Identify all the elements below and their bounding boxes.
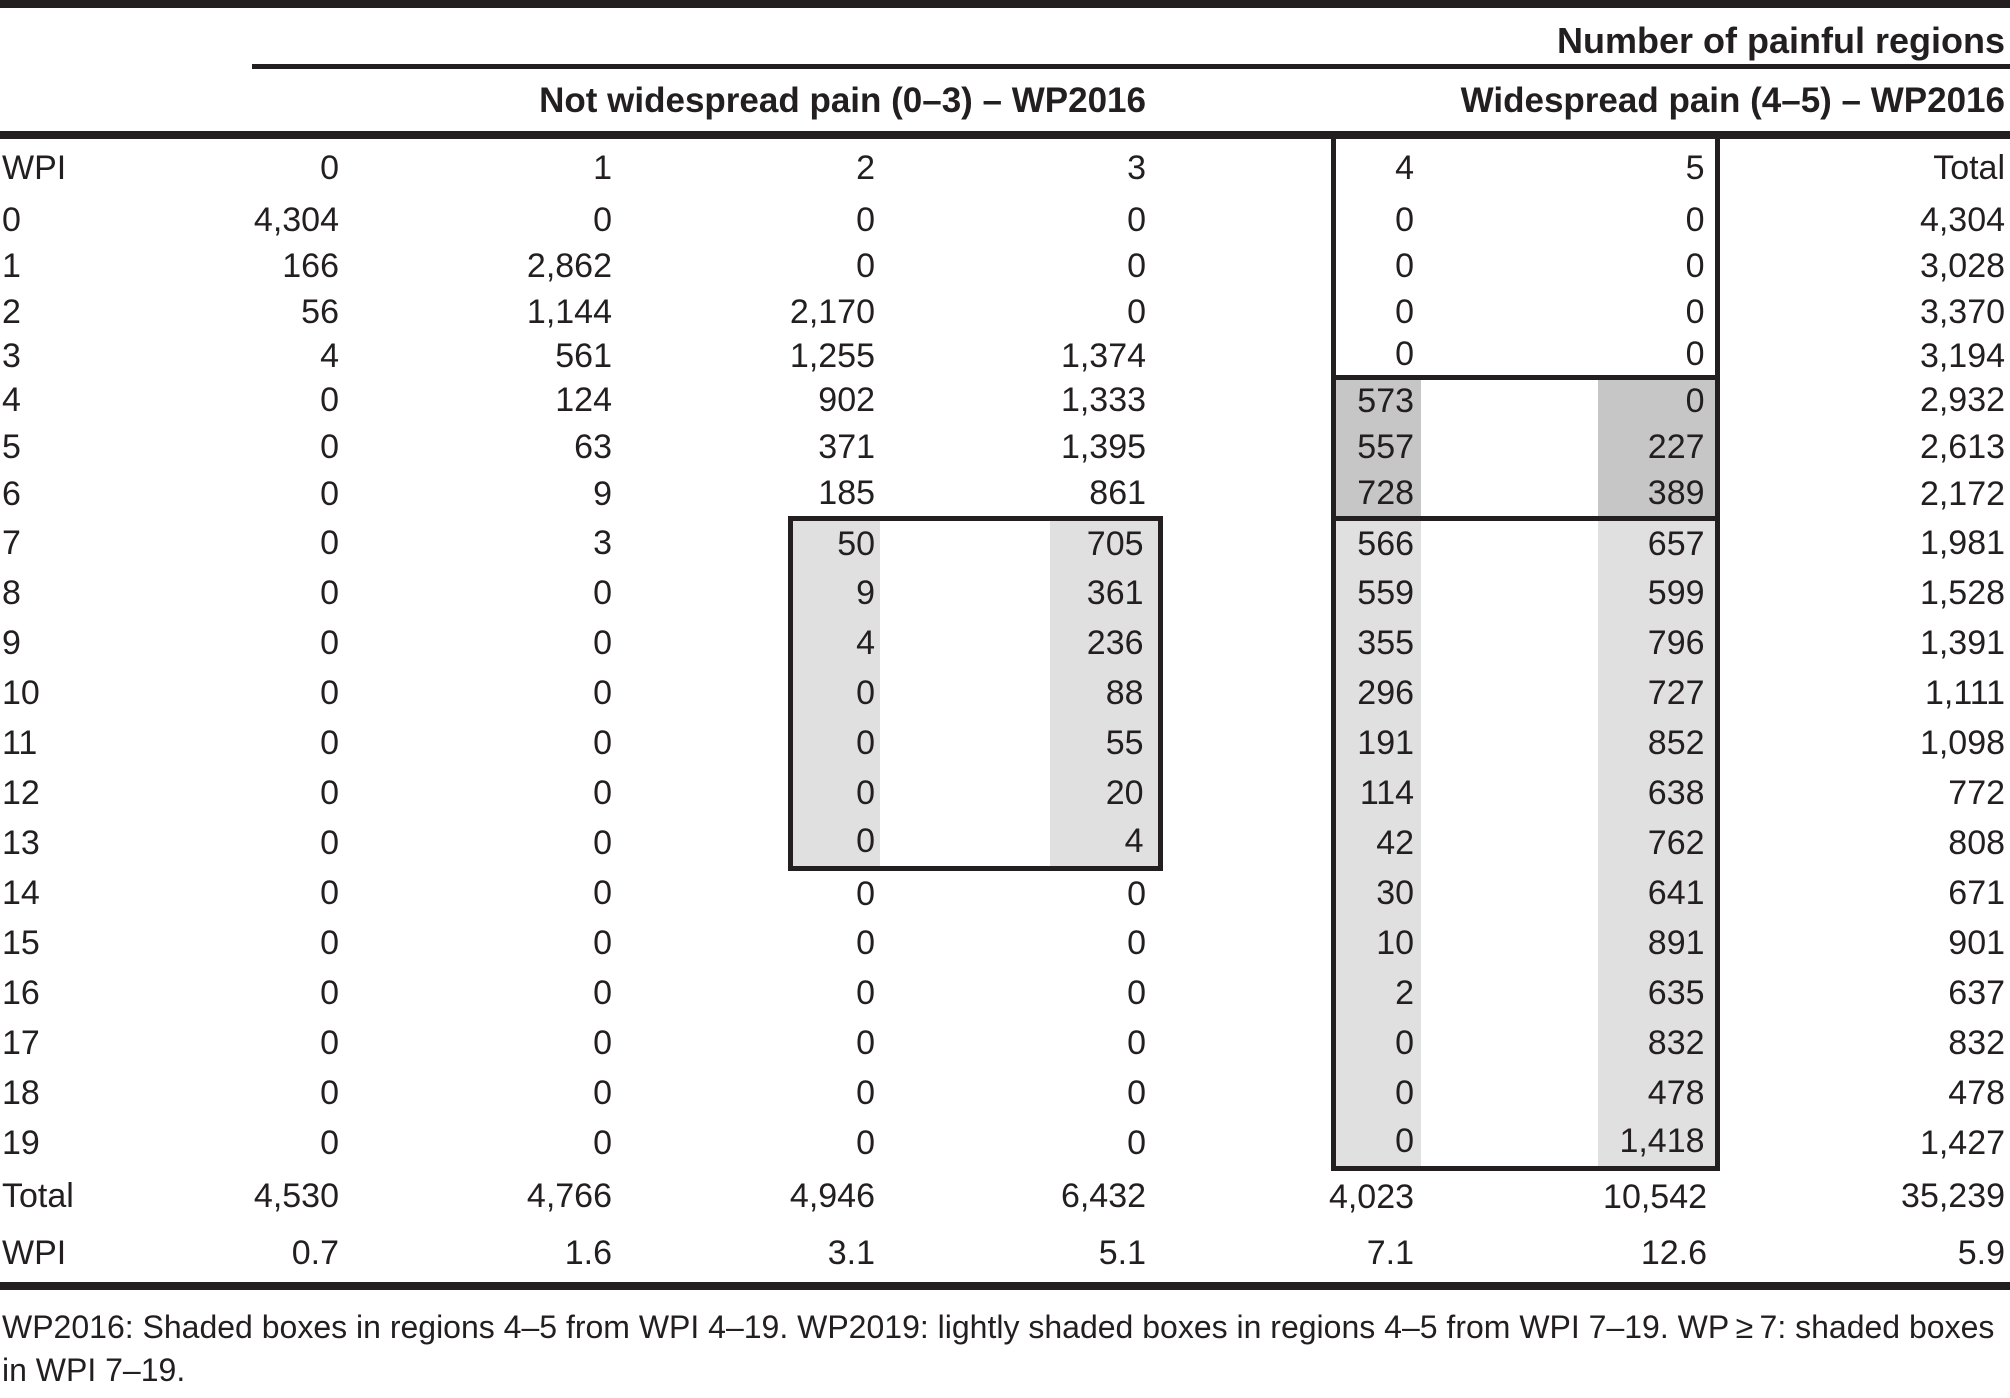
- gap-cell: [1160, 289, 1333, 335]
- data-cell: 9: [593, 475, 612, 513]
- data-cell: 0: [1598, 197, 1717, 243]
- data-cell-total: 1,098: [1919, 723, 2006, 762]
- data-cell-shaded: 296: [1333, 668, 1421, 718]
- data-cell-total: 2,613: [1919, 428, 2006, 466]
- gap-cell: [1160, 568, 1333, 618]
- table-row: [0, 377, 2010, 424]
- data-cell: 0: [320, 1123, 339, 1162]
- data-cell-total: 832: [1948, 1023, 2006, 1062]
- data-cell-shaded: 599: [1598, 568, 1717, 618]
- data-cell-shaded: 0: [790, 718, 880, 768]
- data-cell: 0: [1127, 1073, 1147, 1112]
- row-label: 1: [2, 246, 21, 285]
- data-cell: 0: [320, 673, 339, 712]
- data-cell: 166: [282, 246, 339, 285]
- row-label: 5: [2, 428, 21, 466]
- data-cell: 0: [320, 873, 339, 912]
- data-cell: 0: [1127, 1123, 1147, 1162]
- crosstab-table: [0, 139, 2010, 1282]
- data-cell: 2,862: [526, 246, 612, 285]
- gap-cell: [1160, 377, 1333, 424]
- data-cell: 0: [320, 923, 339, 962]
- gap-cell: [1421, 471, 1598, 518]
- data-cell: 0: [1333, 243, 1421, 289]
- column-header: 1: [593, 148, 612, 187]
- data-cell: 0: [320, 428, 339, 466]
- group-header-widespread: Widespread pain (4–5) – WP2016: [1460, 81, 2005, 120]
- data-cell: 0: [593, 573, 612, 612]
- summary-cell: 12.6: [1640, 1233, 1708, 1272]
- data-cell-shaded: 762: [1598, 818, 1717, 868]
- data-cell: 0: [593, 973, 612, 1012]
- gap-cell: [620, 668, 790, 718]
- data-cell: 1,395: [1060, 428, 1147, 466]
- data-cell-total: 1,391: [1919, 623, 2006, 662]
- data-cell: 0: [320, 1023, 339, 1062]
- gap-cell: [880, 668, 1050, 718]
- data-cell-shaded: 0: [1333, 1118, 1421, 1168]
- data-cell-shaded: 638: [1598, 768, 1717, 818]
- data-cell-shaded: 573: [1333, 377, 1421, 424]
- data-cell: 0: [856, 200, 876, 239]
- gap-cell: [1421, 868, 1598, 918]
- data-cell: 1,144: [526, 292, 612, 331]
- table-row: [0, 471, 2010, 518]
- gap-cell: [1160, 668, 1333, 718]
- table-row: [0, 289, 2010, 335]
- table-row: [0, 1118, 2010, 1168]
- row-label: 13: [2, 823, 40, 862]
- data-cell-shaded: 657: [1598, 518, 1717, 568]
- data-cell: 0: [320, 381, 339, 419]
- column-header: 5: [1598, 139, 1717, 197]
- table-row: [0, 518, 2010, 568]
- gap-cell: [1160, 968, 1333, 1018]
- data-cell-shaded: 2: [1333, 968, 1421, 1018]
- data-cell-total: 1,111: [1924, 673, 2006, 712]
- data-cell: 1,333: [1060, 381, 1147, 419]
- data-cell: 0: [320, 973, 339, 1012]
- data-cell: 0: [593, 723, 612, 762]
- data-cell: 0: [856, 1123, 876, 1162]
- data-cell-shaded: 478: [1598, 1068, 1717, 1118]
- data-cell-shaded: 227: [1598, 424, 1717, 471]
- data-cell: 124: [555, 381, 612, 419]
- data-cell-shaded: 361: [1050, 568, 1160, 618]
- data-cell-shaded: 114: [1333, 768, 1421, 818]
- data-cell-shaded: 42: [1333, 818, 1421, 868]
- gap-cell: [1421, 289, 1598, 335]
- gap-cell: [1421, 1068, 1598, 1118]
- data-cell-shaded: 641: [1598, 868, 1717, 918]
- table-row: [0, 818, 2010, 868]
- gap-cell: [1421, 424, 1598, 471]
- data-cell-shaded: 10: [1333, 918, 1421, 968]
- data-cell-shaded: 236: [1050, 618, 1160, 668]
- bottom-rule: [0, 1282, 2010, 1290]
- row-label: 19: [2, 1123, 40, 1162]
- data-cell-shaded: 566: [1333, 518, 1421, 568]
- data-cell: 0: [593, 673, 612, 712]
- summary-cell: 0.7: [291, 1233, 339, 1272]
- data-cell-shaded: 559: [1333, 568, 1421, 618]
- table-footnote: WP2016: Shaded boxes in regions 4–5 from WPI 4–19. WP2019: lightly shaded boxes in regions 4–5 from WPI 7–19. WP ≥ 7: shaded boxes in WPI 7–19.: [2, 1309, 1995, 1388]
- gap-cell: [620, 518, 790, 568]
- row-label: 11: [2, 723, 38, 762]
- data-cell: 1,255: [789, 336, 876, 375]
- gap-cell: [1421, 243, 1598, 289]
- data-cell: 0: [1598, 335, 1717, 377]
- summary-cell: 4,023: [1328, 1177, 1415, 1216]
- data-cell: 0: [856, 1023, 876, 1062]
- data-cell: 4: [320, 336, 339, 375]
- gap-cell: [1160, 1118, 1333, 1168]
- column-header-total: Total: [1933, 148, 2006, 187]
- data-cell: 0: [856, 973, 876, 1012]
- data-cell-shaded: 9: [790, 568, 880, 618]
- data-cell: 0: [1333, 289, 1421, 335]
- data-cell: 0: [320, 475, 339, 513]
- data-cell: 561: [555, 336, 612, 375]
- gap-cell: [1160, 868, 1333, 918]
- data-cell: 0: [320, 523, 339, 562]
- row-label: 17: [2, 1023, 40, 1062]
- row-label: 16: [2, 973, 40, 1012]
- data-cell-total: 772: [1948, 773, 2006, 812]
- summary-cell: 4,766: [526, 1176, 612, 1215]
- data-cell: 0: [1333, 335, 1421, 377]
- group-header-row: [0, 69, 2010, 131]
- table-row: [0, 868, 2010, 918]
- header-rule: [0, 131, 2010, 139]
- data-cell-shaded: 635: [1598, 968, 1717, 1018]
- gap-cell: [1421, 377, 1598, 424]
- data-cell-total: 3,194: [1919, 336, 2006, 375]
- column-header: 2: [856, 148, 876, 187]
- gap-cell: [1421, 968, 1598, 1018]
- table-header-row: [0, 139, 2010, 197]
- table-row: [0, 1018, 2010, 1068]
- row-label: 7: [2, 523, 21, 562]
- data-cell: 371: [818, 428, 876, 466]
- row-label: Total: [2, 1176, 74, 1215]
- column-header: 0: [320, 148, 339, 187]
- data-cell: 0: [593, 1073, 612, 1112]
- gap-cell: [1421, 718, 1598, 768]
- data-cell-total: 3,028: [1919, 246, 2006, 285]
- summary-cell: 5.1: [1098, 1233, 1147, 1272]
- gap-cell: [1421, 568, 1598, 618]
- summary-cell: 4,946: [789, 1176, 876, 1215]
- gap-cell: [620, 818, 790, 868]
- gap-cell: [880, 568, 1050, 618]
- row-label: 15: [2, 923, 40, 962]
- data-cell: 0: [593, 200, 612, 239]
- data-cell-total: 637: [1948, 973, 2006, 1012]
- row-label: 3: [2, 336, 21, 375]
- gap-cell: [1160, 335, 1333, 377]
- data-cell: 0: [593, 773, 612, 812]
- data-cell-shaded: 4: [1050, 818, 1160, 868]
- data-cell: 0: [1127, 923, 1147, 962]
- row-label: 9: [2, 623, 21, 662]
- data-cell-total: 1,528: [1919, 573, 2006, 612]
- data-cell: 0: [856, 874, 876, 913]
- data-cell: 3: [593, 523, 612, 562]
- data-cell-shaded: 4: [790, 618, 880, 668]
- gap-cell: [620, 768, 790, 818]
- gap-cell: [1421, 1118, 1598, 1168]
- table-row: [0, 1068, 2010, 1118]
- gap-cell: [1160, 768, 1333, 818]
- data-cell: 0: [1333, 197, 1421, 243]
- table-row: [0, 243, 2010, 289]
- data-cell-shaded: 705: [1050, 518, 1160, 568]
- data-cell: 902: [818, 381, 876, 419]
- gap-cell: [1421, 335, 1598, 377]
- row-label: 6: [2, 475, 21, 513]
- gap-cell: [1160, 471, 1333, 518]
- data-cell-shaded: 1,418: [1598, 1118, 1717, 1168]
- gap-cell: [1160, 1068, 1333, 1118]
- data-cell-shaded: 55: [1050, 718, 1160, 768]
- data-cell-total: 2,172: [1919, 475, 2006, 513]
- table-row: [0, 668, 2010, 718]
- data-cell-shaded: 355: [1333, 618, 1421, 668]
- gap-cell: [620, 718, 790, 768]
- gap-cell: [880, 618, 1050, 668]
- data-cell-total: 2,932: [1919, 381, 2006, 419]
- data-cell: 1,374: [1060, 336, 1147, 375]
- summary-cell: 10,542: [1603, 1177, 1708, 1216]
- data-cell-shaded: 0: [1333, 1018, 1421, 1068]
- data-cell-shaded: 0: [790, 768, 880, 818]
- data-cell-total: 1,427: [1919, 1123, 2006, 1162]
- data-cell-shaded: 0: [790, 668, 880, 718]
- group-header-not-widespread: Not widespread pain (0–3) – WP2016: [539, 81, 1146, 120]
- data-cell-shaded: 389: [1598, 471, 1717, 518]
- data-cell-shaded: 832: [1598, 1018, 1717, 1068]
- gap-cell: [1160, 1018, 1333, 1068]
- column-header-wpi: WPI: [2, 148, 67, 187]
- data-cell: 185: [818, 473, 876, 512]
- table-row: [0, 197, 2010, 243]
- gap-cell: [1160, 518, 1333, 568]
- data-cell: 0: [320, 723, 339, 762]
- gap-cell: [1421, 518, 1598, 568]
- table-row: [0, 718, 2010, 768]
- table-row: [0, 568, 2010, 618]
- table-row: [0, 768, 2010, 818]
- data-cell-shaded: 0: [1598, 377, 1717, 424]
- data-cell-shaded: 557: [1333, 424, 1421, 471]
- gap-cell: [1421, 197, 1598, 243]
- data-cell: 2,170: [789, 292, 876, 331]
- mean-wpi-row: [0, 1224, 2010, 1282]
- data-cell-total: 4,304: [1919, 200, 2006, 239]
- gap-cell: [1160, 243, 1333, 289]
- data-cell: 0: [1127, 1023, 1147, 1062]
- data-cell: 0: [1127, 292, 1147, 331]
- row-label: 4: [2, 381, 21, 419]
- gap-cell: [880, 818, 1050, 868]
- data-cell-shaded: 727: [1598, 668, 1717, 718]
- data-cell-shaded: 0: [790, 818, 880, 868]
- data-cell: 0: [856, 1073, 876, 1112]
- gap-cell: [880, 518, 1050, 568]
- data-cell: 0: [1127, 874, 1147, 913]
- summary-cell: 3.1: [827, 1233, 876, 1272]
- data-cell-shaded: 852: [1598, 718, 1717, 768]
- data-cell-total: 671: [1948, 873, 2006, 912]
- table-row: [0, 968, 2010, 1018]
- data-cell: 0: [593, 1023, 612, 1062]
- table-row: [0, 335, 2010, 377]
- data-cell-shaded: 88: [1050, 668, 1160, 718]
- data-cell: 63: [574, 428, 612, 466]
- gap-cell: [1421, 139, 1598, 197]
- column-header: 4: [1333, 139, 1421, 197]
- row-label: 10: [2, 673, 40, 712]
- data-cell: 0: [856, 923, 876, 962]
- data-cell: 0: [320, 573, 339, 612]
- gap-cell: [1421, 618, 1598, 668]
- data-cell: 4,304: [253, 200, 339, 239]
- data-cell: 0: [593, 623, 612, 662]
- data-cell: 0: [1127, 200, 1147, 239]
- row-label: WPI: [2, 1233, 67, 1272]
- data-cell-shaded: 191: [1333, 718, 1421, 768]
- data-cell: 0: [1127, 973, 1147, 1012]
- data-cell-total: 808: [1948, 823, 2006, 862]
- gap-cell: [1160, 139, 1333, 197]
- spanner-title: Number of painful regions: [1556, 20, 2005, 61]
- gap-cell: [1160, 618, 1333, 668]
- spanner-header-row: [0, 8, 2010, 64]
- summary-cell: 4,530: [253, 1176, 339, 1215]
- data-cell-total: 3,370: [1919, 292, 2006, 331]
- data-cell: 0: [1598, 289, 1717, 335]
- table-body: [0, 197, 2010, 1282]
- gap-cell: [1421, 818, 1598, 868]
- summary-cell: 35,239: [1901, 1176, 2006, 1215]
- table-row: [0, 918, 2010, 968]
- data-cell-shaded: 891: [1598, 918, 1717, 968]
- data-cell: 0: [320, 773, 339, 812]
- data-cell-shaded: 0: [1333, 1068, 1421, 1118]
- data-cell: 0: [593, 1123, 612, 1162]
- data-cell: 0: [320, 1073, 339, 1112]
- row-label: 0: [2, 200, 21, 239]
- summary-cell: 1.6: [564, 1233, 612, 1272]
- data-cell: 0: [320, 823, 339, 862]
- table-row: [0, 424, 2010, 471]
- data-cell-total: 1,981: [1919, 523, 2006, 562]
- total-row: [0, 1168, 2010, 1224]
- gap-cell: [1421, 668, 1598, 718]
- data-cell: 56: [301, 292, 339, 331]
- data-cell: 0: [593, 823, 612, 862]
- summary-cell: 7.1: [1366, 1233, 1415, 1272]
- gap-cell: [880, 718, 1050, 768]
- data-cell-shaded: 20: [1050, 768, 1160, 818]
- data-cell: 0: [1127, 246, 1147, 285]
- data-cell-shaded: 796: [1598, 618, 1717, 668]
- data-cell: 0: [320, 623, 339, 662]
- data-cell-total: 901: [1948, 923, 2006, 962]
- gap-cell: [1160, 718, 1333, 768]
- gap-cell: [1160, 818, 1333, 868]
- data-cell: 0: [593, 873, 612, 912]
- gap-cell: [1421, 918, 1598, 968]
- data-cell: 0: [856, 246, 876, 285]
- gap-cell: [880, 768, 1050, 818]
- gap-cell: [1421, 1018, 1598, 1068]
- table-row: [0, 618, 2010, 668]
- gap-cell: [620, 618, 790, 668]
- data-cell: 861: [1089, 473, 1147, 512]
- table-head: [0, 139, 2010, 197]
- row-label: 12: [2, 773, 40, 812]
- data-cell-shaded: 30: [1333, 868, 1421, 918]
- row-label: 18: [2, 1073, 40, 1112]
- gap-cell: [1160, 424, 1333, 471]
- summary-cell: 6,432: [1060, 1176, 1147, 1215]
- top-rule: [0, 0, 2010, 8]
- gap-cell: [1421, 768, 1598, 818]
- row-label: 8: [2, 573, 21, 612]
- gap-cell: [1160, 918, 1333, 968]
- row-label: 2: [2, 292, 21, 331]
- data-cell: 0: [593, 923, 612, 962]
- gap-cell: [1160, 197, 1333, 243]
- data-cell-shaded: 728: [1333, 471, 1421, 518]
- column-header: 3: [1127, 148, 1147, 187]
- data-cell-shaded: 50: [790, 518, 880, 568]
- data-cell-total: 478: [1948, 1073, 2006, 1112]
- summary-cell: 5.9: [1957, 1233, 2006, 1272]
- gap-cell: [620, 568, 790, 618]
- row-label: 14: [2, 873, 40, 912]
- data-cell: 0: [1598, 243, 1717, 289]
